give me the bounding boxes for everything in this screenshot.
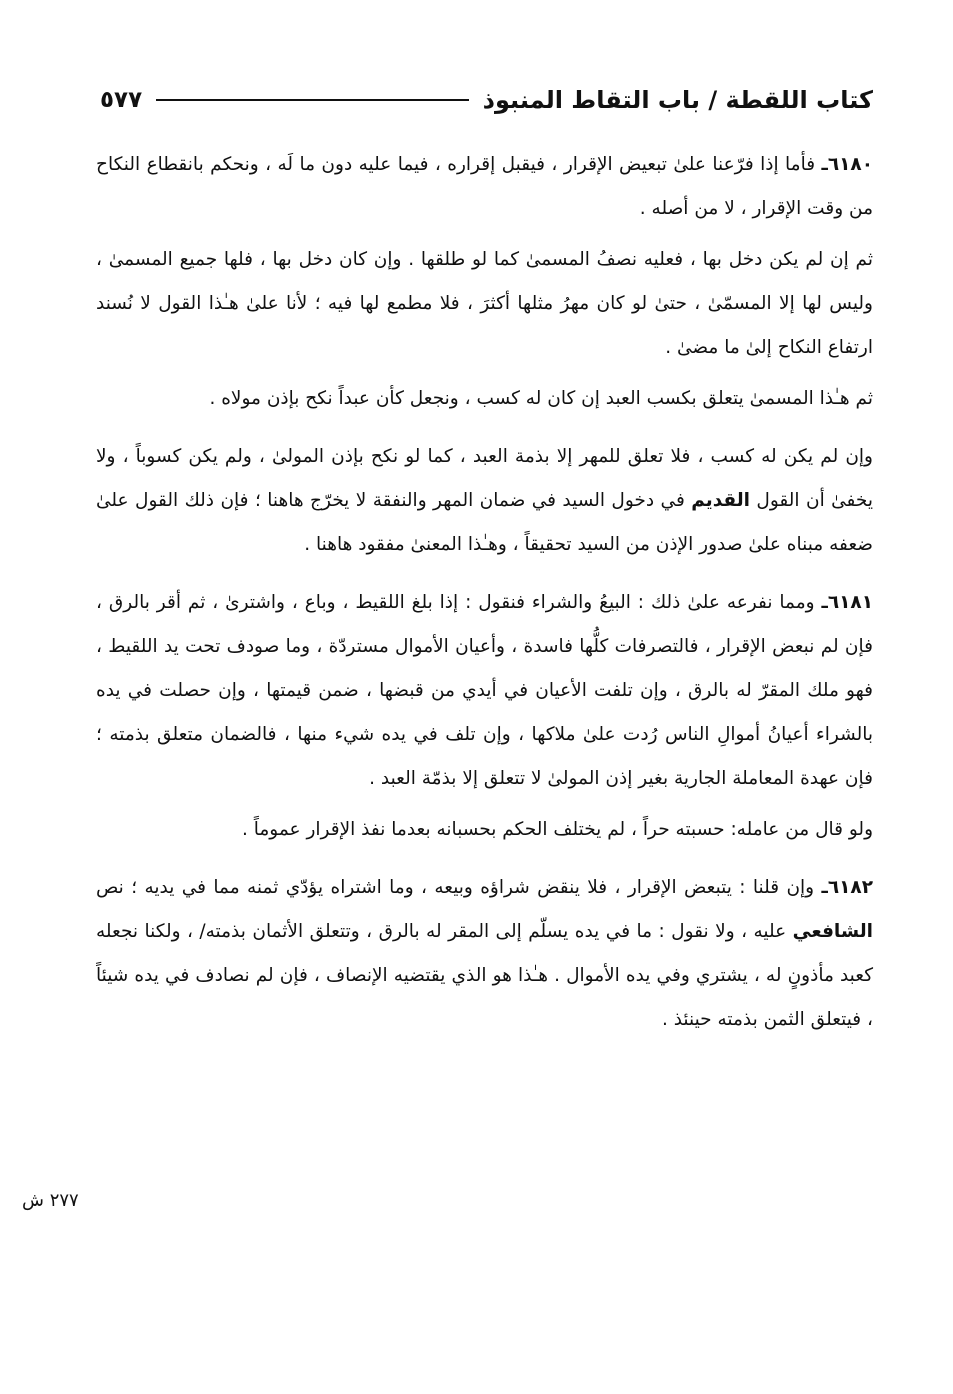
header-rule [156, 99, 469, 101]
page-header [100, 80, 873, 120]
paragraph-number: ٦١٨١ـ [821, 592, 874, 613]
paragraph-text: وإن لم يكن له كسب ، فلا تعلق للمهر إلا بذمة العبد ، كما لو نكح بإذن المولىٰ ، ولم يكن كسوباً ، ولا يخفىٰ أن القول [96, 446, 874, 511]
bold-term: الشافعي [792, 921, 873, 942]
paragraph-text: ثم هـٰذا المسمىٰ يتعلق بكسب العبد إن كان له كسب ، ونجعل كأن عبداً نكح بإذن مولاه . [209, 388, 873, 409]
paragraph [96, 377, 873, 421]
paragraph-number: ٦١٨٢ـ [821, 877, 873, 898]
paragraph [96, 238, 873, 370]
page-number: ٥٧٧ [100, 87, 143, 113]
paragraph-6181 [96, 581, 873, 801]
paragraph-text: ولو قال من عامله: حسبته حراً ، لم يختلف الحكم بحسبانه بعدما نفذ الإقرار عموماً . [242, 819, 873, 840]
paragraph [96, 808, 873, 852]
paragraph-6182 [96, 866, 873, 1042]
paragraph-text: عليه ، ولا نقول : ما في يده يسلّم إلى المقر له بالرق ، وتتعلق الأثمان بذمته/ ، ولكنا نجعله كعبد مأذونٍ له ، يشتري وفي يده الأموال . هـٰذا هو الذي يقتضيه الإنصاف ، فإن لم نصادف في يده شيئاً ، فيتعلق الثمن بذمته حينئذ . [96, 921, 873, 1030]
paragraph-text: ثم إن لم يكن دخل بها ، فعليه نصفُ المسمىٰ كما لو طلقها . وإن كان دخل بها ، فلها جميع المسمىٰ ، وليس لها إلا المسمّىٰ ، حتىٰ لو كان مهرُ مثلها أكثرَ ، فلا مطمع لها فيه ؛ لأنا علىٰ هـٰذا القول لا نُسند ارتفاع النكاح إلىٰ ما مضىٰ . [96, 249, 873, 358]
paragraph [96, 435, 873, 567]
paragraph-text: ومما نفرعه علىٰ ذلك : البيعُ والشراء فنقول : إذا بلغ اللقيط ، وباع ، واشترىٰ ، ثم أقر بالرق ، فإن لم نبعض الإقرار ، فالتصرفات كلُّها فاسدة ، وأعيان الأموال مستردّة ، وما صودف تحت يد اللقيط ، فهو ملك المقرّ له بالرق ، وإن تلفت الأعيان في أيدي من قبضها ، ضمن قيمتها ، وإن حصلت في يده بالشراء أعيانُ أموالِ الناس رُدت علىٰ ملاكها ، وإن تلف في يده شيء منها ، فالضمان متعلق بذمته ؛ فإن عهدة المعاملة الجارية بغير إذن المولىٰ لا تتعلق إلا بذمّة العبد . [96, 592, 873, 789]
manuscript-margin-note: ٢٧٧ ش [22, 1190, 79, 1211]
paragraph-6180 [96, 143, 873, 231]
paragraph-text: فأما إذا فرّعنا علىٰ تبعيض الإقرار ، فيقبل إقراره ، فيما عليه دون ما لَه ، ونحكم بانقطاع النكاح من وقت الإقرار ، لا من أصله . [96, 154, 873, 219]
page-body [96, 143, 873, 1049]
bold-term: القديم [691, 490, 750, 511]
paragraph-text: في دخول السيد في ضمان المهر والنفقة لا يخرّج هاهنا ؛ فإن ذلك القول علىٰ ضعفه مبناه علىٰ صدور الإذن من السيد تحقيقاً ، وهـٰذا المعنىٰ مفقود هاهنا . [96, 490, 873, 555]
running-title: كتاب اللقطة / باب التقاط المنبوذ [482, 86, 873, 114]
paragraph-number: ٦١٨٠ـ [821, 154, 873, 175]
paragraph-text: وإن قلنا : يتبعض الإقرار ، فلا ينقض شراؤه وبيعه ، وما اشتراه يؤدّي ثمنه مما في يديه ؛ نص [96, 877, 815, 898]
